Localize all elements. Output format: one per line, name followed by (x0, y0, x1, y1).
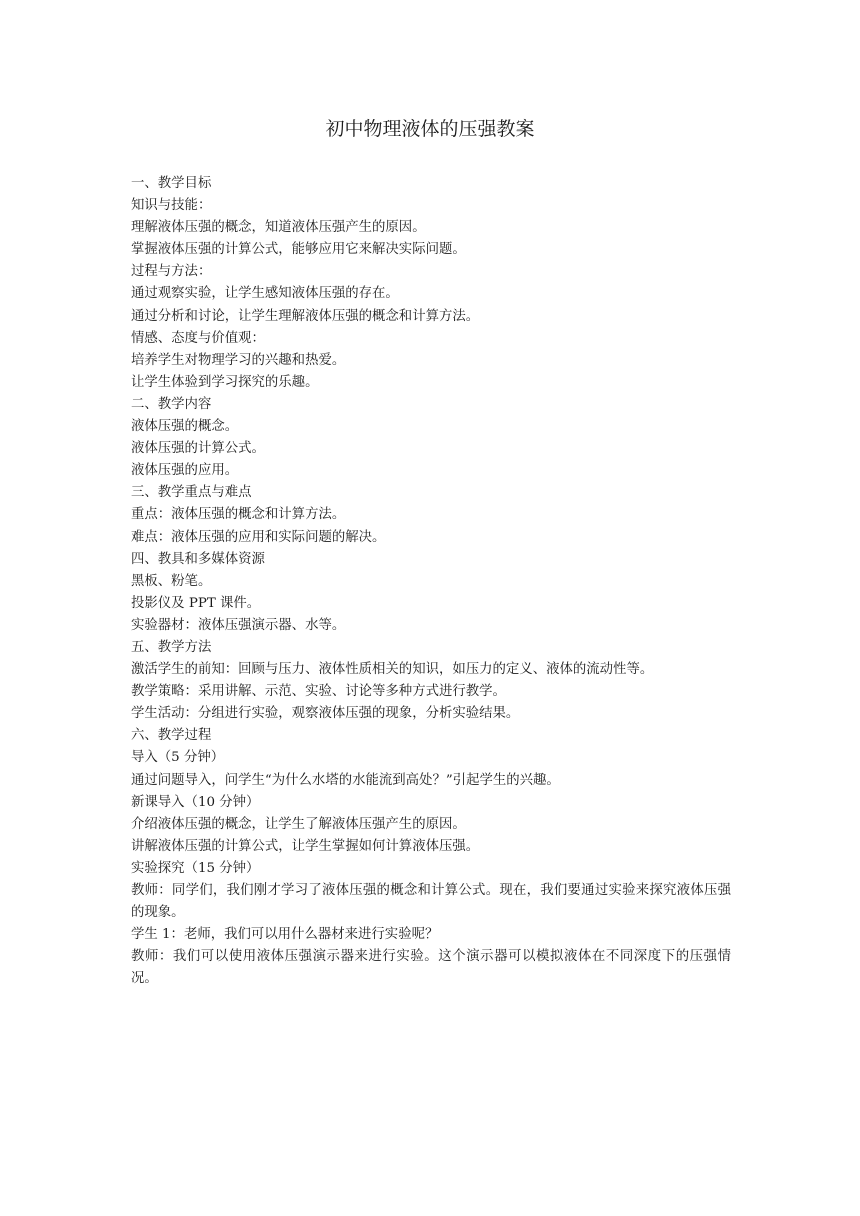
paragraph: 通过分析和讨论，让学生理解液体压强的概念和计算方法。 (131, 308, 480, 324)
paragraph: 黑板、粉笔。 (131, 573, 212, 589)
dialogue-teacher: 教师：同学们，我们刚才学习了液体压强的概念和计算公式。现在，我们要通过实验来探究液体压强的现象。 (131, 883, 731, 921)
paragraph: 讲解液体压强的计算公式，让学生掌握如何计算液体压强。 (131, 838, 480, 854)
paragraph: 理解液体压强的概念，知道液体压强产生的原因。 (131, 220, 426, 236)
section-heading-methods: 五、教学方法 (131, 639, 212, 655)
paragraph: 教学策略：采用讲解、示范、实验、讨论等多种方式进行教学。 (131, 684, 506, 700)
subheading-experiment: 实验探究（15 分钟） (131, 860, 260, 876)
section-heading-resources: 四、教具和多媒体资源 (131, 551, 265, 567)
paragraph: 投影仪及 PPT 课件。 (131, 595, 261, 611)
subheading-emotion-values: 情感、态度与价值观： (131, 330, 265, 346)
section-heading-content: 二、教学内容 (131, 396, 212, 412)
paragraph: 让学生体验到学习探究的乐趣。 (131, 374, 319, 390)
paragraph: 难点：液体压强的应用和实际问题的解决。 (131, 529, 386, 545)
subheading-knowledge-skills: 知识与技能： (131, 198, 212, 214)
paragraph: 液体压强的概念。 (131, 419, 239, 435)
document-body (131, 173, 731, 990)
section-heading-objectives: 一、教学目标 (131, 176, 212, 191)
paragraph: 学生活动：分组进行实验，观察液体压强的现象，分析实验结果。 (131, 706, 520, 722)
dialogue-student: 学生 1：老师，我们可以用什么器材来进行实验呢？ (131, 927, 439, 943)
paragraph: 掌握液体压强的计算公式，能够应用它来解决实际问题。 (131, 242, 466, 258)
paragraph: 通过问题导入，问学生“为什么水塔的水能流到高处？”引起学生的兴趣。 (131, 772, 560, 788)
paragraph: 通过观察实验，让学生感知液体压强的存在。 (131, 286, 399, 302)
paragraph: 重点：液体压强的概念和计算方法。 (131, 507, 346, 523)
subheading-process-methods: 过程与方法： (131, 264, 212, 280)
paragraph: 培养学生对物理学习的兴趣和热爱。 (131, 352, 346, 368)
document-title: 初中物理液体的压强教案 (325, 118, 535, 140)
subheading-new-lesson: 新课导入（10 分钟） (131, 794, 260, 810)
paragraph: 激活学生的前知：回顾与压力、液体性质相关的知识，如压力的定义、液体的流动性等。 (131, 662, 654, 678)
paragraph: 介绍液体压强的概念，让学生了解液体压强产生的原因。 (131, 816, 466, 832)
subheading-intro: 导入（5 分钟） (131, 750, 225, 766)
paragraph: 实验器材：液体压强演示器、水等。 (131, 617, 346, 633)
paragraph: 液体压强的应用。 (131, 463, 239, 479)
dialogue-teacher: 教师：我们可以使用液体压强演示器来进行实验。这个演示器可以模拟液体在不同深度下的压强情况。 (131, 949, 731, 987)
paragraph: 液体压强的计算公式。 (131, 441, 265, 457)
section-heading-key-points: 三、教学重点与难点 (131, 485, 252, 501)
section-heading-process: 六、教学过程 (131, 728, 212, 744)
